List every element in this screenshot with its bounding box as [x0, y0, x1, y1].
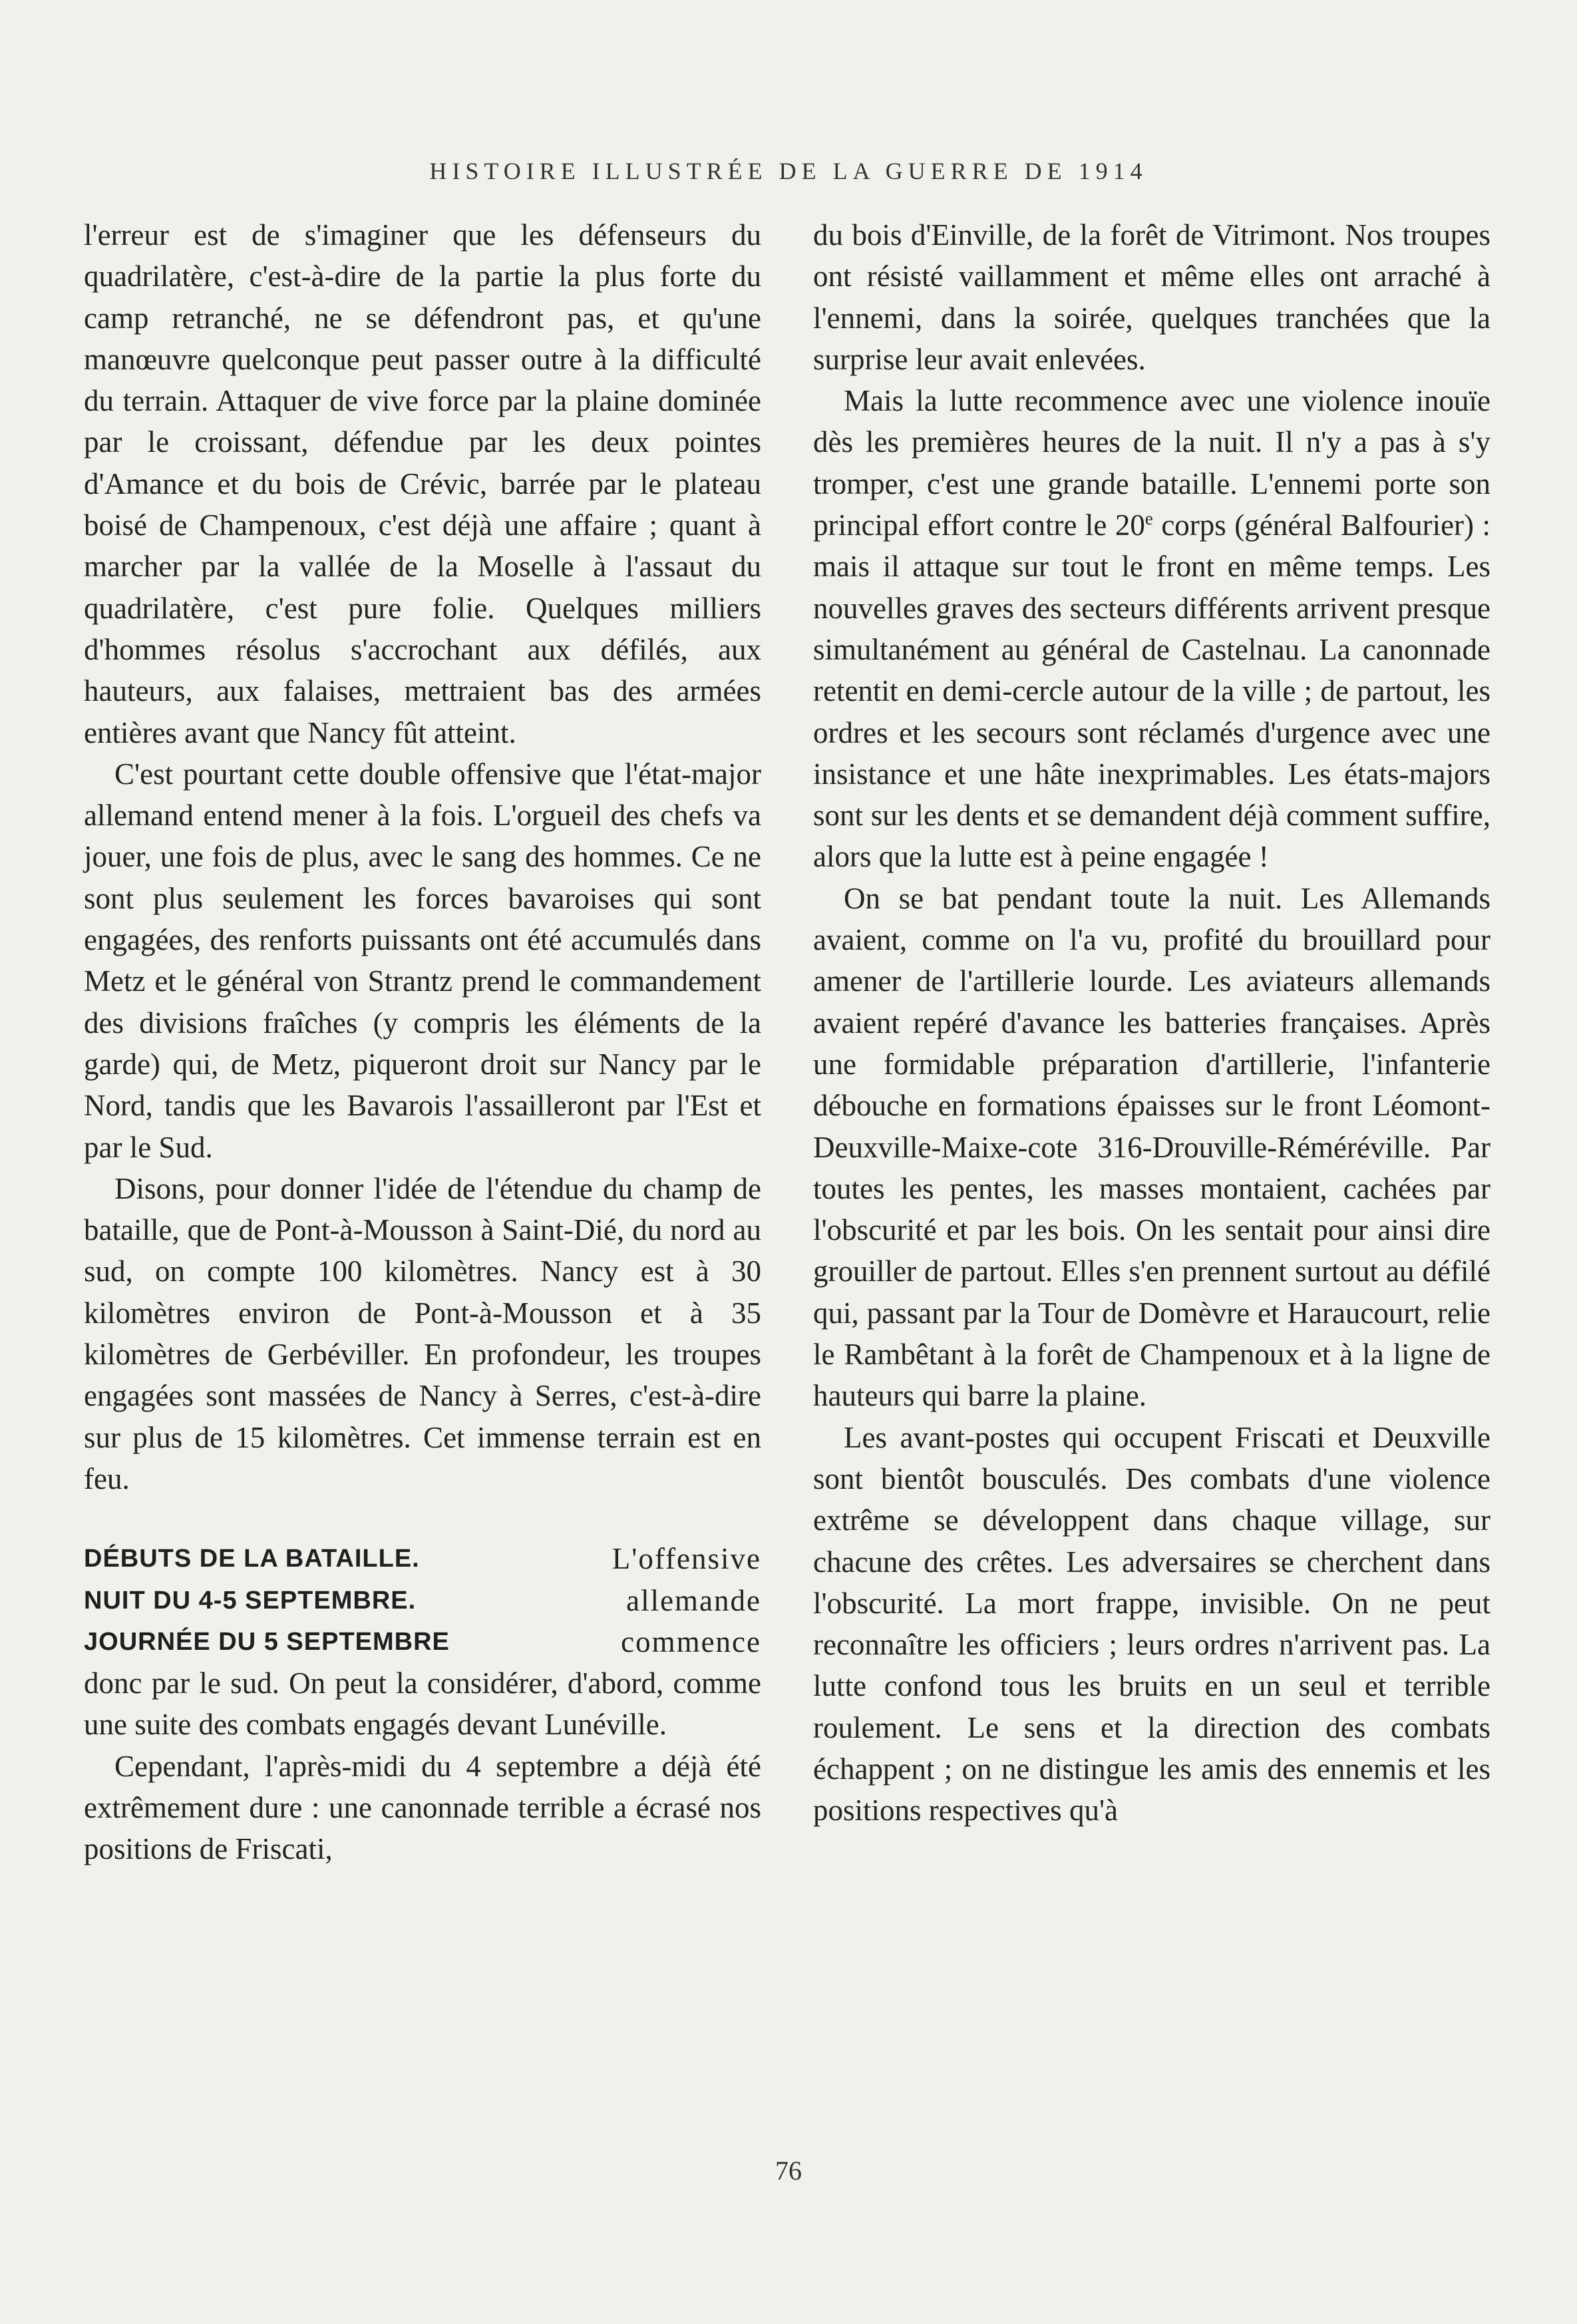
paragraph: donc par le sud. On peut la considérer, d'abord, comme une suite des combats engagés devant Lunéville. — [84, 1666, 761, 1742]
paragraph: On se bat pendant toute la nuit. Les Allemands avaient, comme on l'a vu, profité du brouillard pour amener de l'artillerie lourde. Les aviateurs allemands avaient repéré d'avance les batteries françaises. Après une formidable préparation d'artillerie, l'infanterie débouche en formations épaisses sur le front Léomont-Deuxville-Maixe-cote 316-Drouville-Réméréville. Par toutes les pentes, les masses montaient, cachées par l'obscurité et par les bois. On les sentait pour ainsi dire grouiller de partout. Elles s'en prennent surtout au défilé qui, passant par la Tour de Domèvre et Haraucourt, relie le Rambêtant à la forêt de Champenoux et à la ligne de hauteurs qui barre la plaine. — [813, 881, 1490, 1413]
section-heading-block — [84, 1538, 761, 1662]
running-title: HISTOIRE ILLUSTRÉE DE LA GUERRE DE 1914 — [429, 158, 1148, 184]
section-title: JOURNÉE DU 5 SEPTEMBRE — [84, 1627, 450, 1656]
left-column — [84, 214, 761, 1870]
section-title: NUIT DU 4-5 SEPTEMBRE. — [84, 1586, 417, 1615]
section-lead — [562, 1538, 761, 1662]
paragraph: du bois d'Einville, de la forêt de Vitrimont. Nos troupes ont résisté vaillamment et même elles ont arraché à l'ennemi, dans la soirée, quelques tranchées que la surprise leur avait enlevées. — [813, 218, 1490, 376]
paragraph: C'est pourtant cette double offensive que l'état-major allemand entend mener à la fois. L'orgueil des chefs va jouer, une fois de plus, avec le sang des hommes. Ce ne sont plus seulement les forces bavaroises qui sont engagées, des renforts puissants ont été accumulés dans Metz et le général von Strantz prend le commandement des divisions fraîches (y compris les éléments de la garde) qui, de Metz, piqueront droit sur Nancy par le Nord, tandis que les Bavarois l'assailleront par l'Est et par le Sud. — [84, 757, 761, 1164]
section-titles — [84, 1538, 550, 1662]
page-number: 76 — [775, 2156, 802, 2186]
section-lead-word: allemande — [626, 1583, 761, 1617]
paragraph: Cependant, l'après-midi du 4 septembre a déjà été extrêmement dure : une canonnade terrible a écrasé nos positions de Friscati, — [84, 1749, 761, 1866]
section-lead-word: commence — [621, 1625, 761, 1658]
section-lead-word: L'offensive — [612, 1542, 761, 1576]
paragraph-text: Mais la lutte recommence avec une violence inouïe dès les premières heures de la nuit. Il n'y a pas à s'y tromper, c'est une grande bataille. L'ennemi porte son principal effort contre le 20 — [813, 384, 1490, 542]
superscript: e — [1144, 508, 1153, 529]
paragraph: l'erreur est de s'imaginer que les défenseurs du quadrilatère, c'est-à-dire de la partie la plus forte du camp retranché, ne se défendront pas, et qu'une manœuvre quelconque peut passer outre à la difficulté du terrain. Attaquer de vive force par la plaine dominée par le croissant, défendue par les deux pointes d'Amance et du bois de Crévic, barrée par le plateau boisé de Champenoux, c'est déjà une affaire ; quant à marcher par la vallée de la Moselle à l'assaut du quadrilatère, c'est pure folie. Quelques milliers d'hommes résolus s'accrochant aux défilés, aux hauteurs, aux falaises, mettraient bas des armées entières avant que Nancy fût atteint. — [84, 218, 761, 749]
section-title: DÉBUTS DE LA BATAILLE. — [84, 1545, 420, 1573]
paragraph — [813, 380, 1490, 878]
paragraph: Disons, pour donner l'idée de l'étendue du champ de bataille, que de Pont-à-Mousson à Saint-Dié, du nord au sud, on compte 100 kilomètres. Nancy est à 30 kilomètres environ de Pont-à-Mousson et à 35 kilomètres de Gerbéviller. En profondeur, les troupes engagées sont massées de Nancy à Serres, c'est-à-dire sur plus de 15 kilomètres. Cet immense terrain est en feu. — [84, 1171, 761, 1495]
paragraph: Les avant-postes qui occupent Friscati et Deuxville sont bientôt bousculés. Des combats d'une violence extrême se développent dans chaque village, sur chacune des crêtes. Les adversaires se cherchent dans l'obscurité. La mort frappe, invisible. On ne peut reconnaître les officiers ; leurs ordres n'arrivent pas. La lutte confond tous les bruits en un seul et terrible roulement. Le sens et la direction des combats échappent ; on ne distingue les amis des ennemis et les positions respectives qu'à — [813, 1420, 1490, 1828]
right-column — [813, 214, 1490, 1832]
paragraph-text: corps (général Balfourier) : mais il attaque sur tout le front en même temps. Les nouvelles graves des secteurs différents arrivent presque simultanément au général de Castelnau. La canonnade retentit en demi-cercle autour de la ville ; de partout, les ordres et les secours sont réclamés d'urgence avec une insistance et une hâte inexprimables. Les états-majors sont sur les dents et se demandent déjà comment suffire, alors que la lutte est à peine engagée ! — [813, 508, 1490, 874]
